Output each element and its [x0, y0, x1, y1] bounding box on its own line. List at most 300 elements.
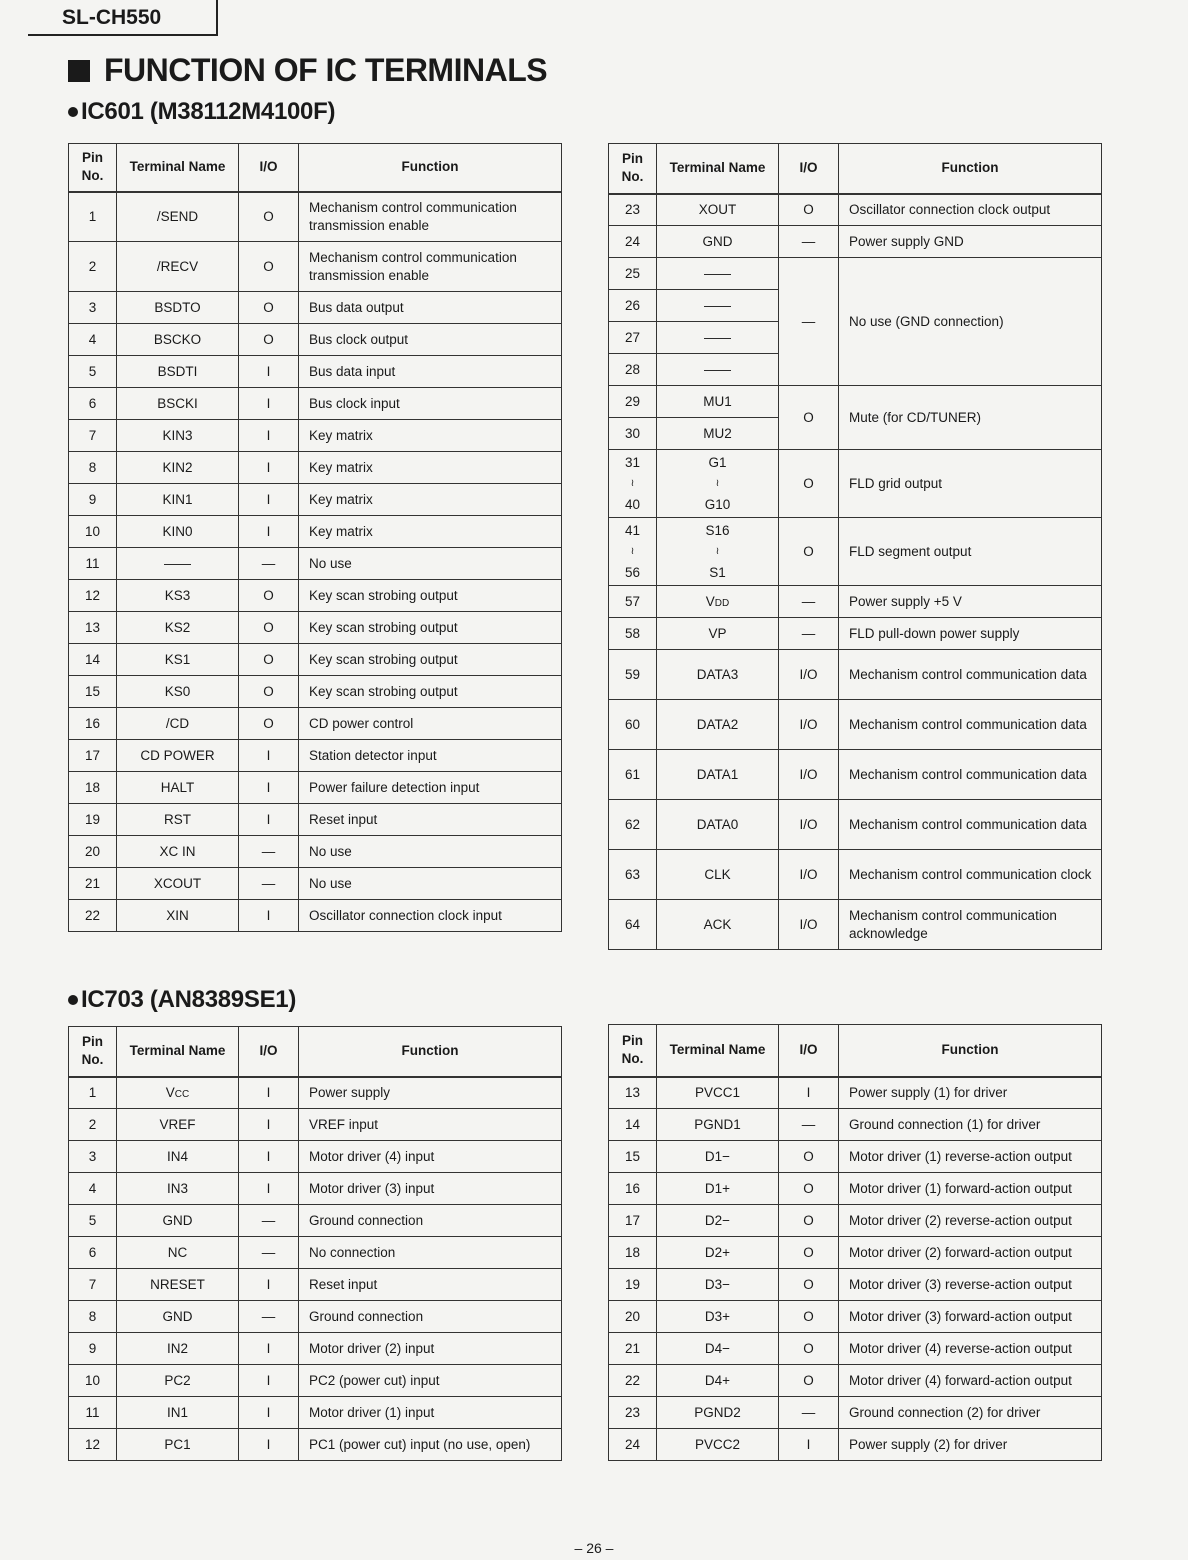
terminal-cell: ACK	[657, 900, 779, 950]
function-cell: Mechanism control communication transmission enable	[299, 192, 562, 242]
pin-range-cell	[609, 518, 657, 586]
header-function: Function	[839, 1025, 1102, 1077]
header-io: I/O	[239, 144, 299, 192]
function-cell: Key matrix	[299, 452, 562, 484]
terminal-cell: GND	[117, 1301, 239, 1333]
function-cell: Power supply	[299, 1077, 562, 1109]
table-row	[609, 226, 1102, 258]
table-row	[69, 644, 562, 676]
pin-cell: 63	[609, 850, 657, 900]
io-cell: —	[779, 226, 839, 258]
function-cell: Oscillator connection clock input	[299, 900, 562, 932]
io-cell: O	[239, 612, 299, 644]
table-row	[69, 868, 562, 900]
header-terminal: Terminal Name	[657, 1025, 779, 1077]
bullet-icon	[68, 995, 78, 1005]
pin-cell: 8	[69, 452, 117, 484]
io-cell: I	[239, 388, 299, 420]
function-cell: PC2 (power cut) input	[299, 1365, 562, 1397]
terminal-cell: D4−	[657, 1333, 779, 1365]
table-row	[69, 1397, 562, 1429]
table-row	[609, 1365, 1102, 1397]
table-row	[69, 192, 562, 242]
table-row	[69, 356, 562, 388]
function-cell: Mechanism control communication data	[839, 800, 1102, 850]
terminal-cell: IN4	[117, 1141, 239, 1173]
io-cell: I	[779, 1077, 839, 1109]
function-cell: No use	[299, 836, 562, 868]
function-cell: Mechanism control communication data	[839, 700, 1102, 750]
table-row	[69, 708, 562, 740]
function-cell: Key scan strobing output	[299, 612, 562, 644]
pin-cell: 21	[609, 1333, 657, 1365]
table-row	[609, 750, 1102, 800]
terminal-cell: /SEND	[117, 192, 239, 242]
terminal-cell: PVCC2	[657, 1429, 779, 1461]
pin-cell: 16	[609, 1173, 657, 1205]
function-cell: FLD pull-down power supply	[839, 618, 1102, 650]
pin-cell: 20	[609, 1301, 657, 1333]
header-pin: Pin No.	[609, 1025, 657, 1077]
table-row	[69, 484, 562, 516]
function-cell: Bus clock input	[299, 388, 562, 420]
io-cell: I	[239, 452, 299, 484]
terminal-cell: BSDTO	[117, 292, 239, 324]
pin-start: 41	[624, 522, 641, 538]
io-cell: O	[779, 1269, 839, 1301]
function-cell: Key scan strobing output	[299, 676, 562, 708]
pin-cell: 23	[609, 194, 657, 226]
terminal-cell: IN3	[117, 1173, 239, 1205]
terminal-cell: KS2	[117, 612, 239, 644]
terminal-cell: XC IN	[117, 836, 239, 868]
header-function: Function	[299, 144, 562, 192]
pin-cell: 15	[69, 676, 117, 708]
terminal-cell: PC1	[117, 1429, 239, 1461]
table-row	[609, 1077, 1102, 1109]
table-row	[69, 900, 562, 932]
pin-cell: 3	[69, 292, 117, 324]
io-cell: O	[779, 1237, 839, 1269]
pin-end: 40	[624, 496, 641, 512]
terminal-cell: KIN1	[117, 484, 239, 516]
terminal-cell: KS0	[117, 676, 239, 708]
io-cell: —	[779, 586, 839, 618]
io-cell: O	[779, 1205, 839, 1237]
terminal-cell: KIN0	[117, 516, 239, 548]
header-function: Function	[299, 1027, 562, 1077]
function-cell: Reset input	[299, 804, 562, 836]
io-cell: I	[239, 772, 299, 804]
table-row	[609, 518, 1102, 586]
pin-cell: 26	[609, 290, 657, 322]
table-row	[69, 1429, 562, 1461]
table-row	[69, 1109, 562, 1141]
io-cell: I	[239, 1429, 299, 1461]
table-row	[609, 1429, 1102, 1461]
io-cell: O	[239, 580, 299, 612]
function-cell: Key scan strobing output	[299, 644, 562, 676]
terminal-cell: GND	[117, 1205, 239, 1237]
terminal-cell: GND	[657, 226, 779, 258]
terminal-cell: XOUT	[657, 194, 779, 226]
io-cell: O	[239, 324, 299, 356]
table-row	[69, 1077, 562, 1109]
pin-cell: 5	[69, 1205, 117, 1237]
terminal-cell: CD POWER	[117, 740, 239, 772]
io-cell: I/O	[779, 800, 839, 850]
pin-cell: 15	[609, 1141, 657, 1173]
function-cell: Key scan strobing output	[299, 580, 562, 612]
pin-cell: 5	[69, 356, 117, 388]
header-io: I/O	[779, 144, 839, 194]
table-row	[609, 1269, 1102, 1301]
pin-end: 56	[624, 564, 641, 580]
bullet-icon	[68, 107, 78, 117]
table-row	[609, 1301, 1102, 1333]
function-cell: Mechanism control communication transmission enable	[299, 242, 562, 292]
io-cell: —	[779, 258, 839, 386]
header-io: I/O	[239, 1027, 299, 1077]
table-row	[69, 740, 562, 772]
function-cell: Reset input	[299, 1269, 562, 1301]
io-cell: I	[239, 1365, 299, 1397]
function-cell: Station detector input	[299, 740, 562, 772]
ic601-table-right	[608, 143, 1102, 950]
io-cell: O	[779, 1173, 839, 1205]
ic703-table-right	[608, 1024, 1102, 1461]
pin-cell: 9	[69, 1333, 117, 1365]
terminal-cell: PC2	[117, 1365, 239, 1397]
pin-cell: 2	[69, 1109, 117, 1141]
function-cell: No use (GND connection)	[839, 258, 1102, 386]
terminal-cell: D1+	[657, 1173, 779, 1205]
table-row	[69, 1269, 562, 1301]
pin-start: 31	[624, 454, 641, 470]
table-row	[609, 850, 1102, 900]
pin-cell: 17	[609, 1205, 657, 1237]
range-mark: ≀	[630, 477, 635, 489]
pin-cell: 62	[609, 800, 657, 850]
io-cell: I	[239, 484, 299, 516]
terminal-cell	[657, 586, 779, 618]
table-row	[69, 612, 562, 644]
pin-cell: 25	[609, 258, 657, 290]
function-cell: Bus data output	[299, 292, 562, 324]
function-cell: Motor driver (4) reverse-action output	[839, 1333, 1102, 1365]
table-row	[69, 420, 562, 452]
pin-cell: 24	[609, 226, 657, 258]
pin-cell: 14	[609, 1109, 657, 1141]
function-cell: Power supply (2) for driver	[839, 1429, 1102, 1461]
table-row	[69, 1141, 562, 1173]
terminal-cell: VP	[657, 618, 779, 650]
pin-cell: 4	[69, 1173, 117, 1205]
model-label: SL-CH550	[28, 0, 218, 36]
pin-cell: 12	[69, 1429, 117, 1461]
terminal-cell: DATA3	[657, 650, 779, 700]
page-title	[68, 52, 547, 89]
terminal-start: S16	[705, 522, 730, 538]
terminal-cell: PGND2	[657, 1397, 779, 1429]
pin-cell: 21	[69, 868, 117, 900]
io-cell: —	[779, 618, 839, 650]
terminal-range-cell	[657, 450, 779, 518]
function-cell: Motor driver (4) input	[299, 1141, 562, 1173]
pin-cell: 13	[609, 1077, 657, 1109]
header-pin: Pin No.	[609, 144, 657, 194]
function-cell: FLD segment output	[839, 518, 1102, 586]
terminal-cell: BSCKI	[117, 388, 239, 420]
header-function: Function	[839, 144, 1102, 194]
terminal-cell: /RECV	[117, 242, 239, 292]
terminal-start: G1	[708, 454, 727, 470]
function-cell: Key matrix	[299, 516, 562, 548]
io-cell: I	[239, 1269, 299, 1301]
function-cell: Power supply GND	[839, 226, 1102, 258]
function-cell: PC1 (power cut) input (no use, open)	[299, 1429, 562, 1461]
range-mark: ≀	[630, 545, 635, 557]
table-row	[69, 1237, 562, 1269]
terminal-cell: D3−	[657, 1269, 779, 1301]
page-number: – 26 –	[574, 1540, 614, 1556]
table-row	[609, 1173, 1102, 1205]
function-cell: Ground connection (2) for driver	[839, 1397, 1102, 1429]
terminal-cell: HALT	[117, 772, 239, 804]
io-cell: O	[779, 518, 839, 586]
io-cell: I	[239, 804, 299, 836]
range-mark: ≀	[715, 477, 720, 489]
terminal-cell: ——	[117, 548, 239, 580]
terminal-cell: KIN2	[117, 452, 239, 484]
pin-cell: 27	[609, 322, 657, 354]
pin-cell: 2	[69, 242, 117, 292]
io-cell: I	[239, 1141, 299, 1173]
header-terminal: Terminal Name	[117, 144, 239, 192]
header-pin: Pin No.	[69, 1027, 117, 1077]
function-cell: Bus data input	[299, 356, 562, 388]
page-title-text: FUNCTION OF IC TERMINALS	[104, 52, 548, 88]
pin-cell: 11	[69, 1397, 117, 1429]
io-cell: O	[239, 708, 299, 740]
function-cell: Motor driver (3) input	[299, 1173, 562, 1205]
io-cell: —	[779, 1397, 839, 1429]
io-cell: I	[239, 356, 299, 388]
io-cell: O	[779, 194, 839, 226]
function-cell: Motor driver (3) forward-action output	[839, 1301, 1102, 1333]
io-cell: I	[239, 1333, 299, 1365]
pin-cell: 1	[69, 192, 117, 242]
pin-cell: 64	[609, 900, 657, 950]
header-terminal: Terminal Name	[117, 1027, 239, 1077]
function-cell: Key matrix	[299, 420, 562, 452]
terminal-cell: KS3	[117, 580, 239, 612]
table-row	[609, 586, 1102, 618]
io-cell: O	[239, 644, 299, 676]
terminal-cell: DATA0	[657, 800, 779, 850]
table-row	[69, 804, 562, 836]
terminal-cell: IN2	[117, 1333, 239, 1365]
io-cell: I	[239, 900, 299, 932]
pin-cell: 24	[609, 1429, 657, 1461]
pin-cell: 6	[69, 388, 117, 420]
pin-cell: 29	[609, 386, 657, 418]
io-cell: —	[239, 1205, 299, 1237]
io-cell: —	[239, 836, 299, 868]
terminal-end: S1	[709, 564, 726, 580]
terminal-main: V	[165, 1085, 175, 1101]
pin-cell: 59	[609, 650, 657, 700]
pin-cell: 57	[609, 586, 657, 618]
function-cell: Motor driver (4) forward-action output	[839, 1365, 1102, 1397]
pin-cell: 19	[609, 1269, 657, 1301]
terminal-cell: NRESET	[117, 1269, 239, 1301]
terminal-cell: D1−	[657, 1141, 779, 1173]
function-cell: Mechanism control communication data	[839, 750, 1102, 800]
io-cell: I/O	[779, 650, 839, 700]
io-cell: —	[239, 548, 299, 580]
terminal-cell: XCOUT	[117, 868, 239, 900]
io-cell: O	[239, 192, 299, 242]
io-cell: I	[239, 1109, 299, 1141]
table-row	[69, 242, 562, 292]
table-row	[69, 1365, 562, 1397]
table-row	[69, 1205, 562, 1237]
function-cell: No connection	[299, 1237, 562, 1269]
table-row	[69, 1173, 562, 1205]
table-row	[69, 452, 562, 484]
function-cell: Ground connection	[299, 1205, 562, 1237]
io-cell: O	[779, 386, 839, 450]
function-cell: No use	[299, 548, 562, 580]
table-row	[609, 386, 1102, 418]
io-cell: O	[779, 1365, 839, 1397]
io-cell: I/O	[779, 700, 839, 750]
ic703-heading-text: IC703 (AN8389SE1)	[81, 986, 297, 1013]
io-cell: —	[239, 1301, 299, 1333]
function-cell: Key matrix	[299, 484, 562, 516]
pin-cell: 1	[69, 1077, 117, 1109]
function-cell: Oscillator connection clock output	[839, 194, 1102, 226]
ic703-heading	[68, 986, 296, 1014]
table-row	[609, 800, 1102, 850]
io-cell: I/O	[779, 850, 839, 900]
io-cell: —	[239, 868, 299, 900]
terminal-range-cell	[657, 518, 779, 586]
table-row	[69, 388, 562, 420]
pin-cell: 11	[69, 548, 117, 580]
table-row	[69, 676, 562, 708]
table-row	[609, 1397, 1102, 1429]
function-cell: Mechanism control communication data	[839, 650, 1102, 700]
terminal-cell: MU1	[657, 386, 779, 418]
function-cell: Power supply (1) for driver	[839, 1077, 1102, 1109]
header-terminal: Terminal Name	[657, 144, 779, 194]
function-cell: Power supply +5 V	[839, 586, 1102, 618]
terminal-cell: ——	[657, 322, 779, 354]
pin-cell: 13	[69, 612, 117, 644]
pin-cell: 18	[69, 772, 117, 804]
terminal-cell: PVCC1	[657, 1077, 779, 1109]
io-cell: I	[779, 1429, 839, 1461]
ic601-heading-text: IC601 (M38112M4100F)	[81, 98, 336, 125]
function-cell: Ground connection (1) for driver	[839, 1109, 1102, 1141]
io-cell: O	[239, 242, 299, 292]
terminal-end: G10	[704, 496, 731, 512]
io-cell: O	[779, 1333, 839, 1365]
function-cell: Mechanism control communication acknowledge	[839, 900, 1102, 950]
pin-cell: 3	[69, 1141, 117, 1173]
pin-cell: 9	[69, 484, 117, 516]
pin-cell: 20	[69, 836, 117, 868]
table-row	[609, 1333, 1102, 1365]
terminal-cell: RST	[117, 804, 239, 836]
io-cell: I/O	[779, 900, 839, 950]
function-cell: Motor driver (1) input	[299, 1397, 562, 1429]
terminal-cell: D4+	[657, 1365, 779, 1397]
function-cell: Bus clock output	[299, 324, 562, 356]
terminal-cell: DATA2	[657, 700, 779, 750]
io-cell: I	[239, 420, 299, 452]
table-row	[609, 194, 1102, 226]
function-cell: Motor driver (2) input	[299, 1333, 562, 1365]
table-row	[609, 258, 1102, 290]
table-row	[609, 1141, 1102, 1173]
pin-cell: 8	[69, 1301, 117, 1333]
terminal-cell: KS1	[117, 644, 239, 676]
table-row	[69, 1333, 562, 1365]
pin-cell: 12	[69, 580, 117, 612]
terminal-cell: BSDTI	[117, 356, 239, 388]
pin-cell: 28	[609, 354, 657, 386]
pin-cell: 6	[69, 1237, 117, 1269]
pin-cell: 14	[69, 644, 117, 676]
range-mark: ≀	[715, 545, 720, 557]
table-row	[69, 580, 562, 612]
table-row	[609, 1237, 1102, 1269]
pin-cell: 18	[609, 1237, 657, 1269]
function-cell: Motor driver (3) reverse-action output	[839, 1269, 1102, 1301]
terminal-cell: KIN3	[117, 420, 239, 452]
table-row	[69, 516, 562, 548]
function-cell: VREF input	[299, 1109, 562, 1141]
io-cell: O	[779, 1141, 839, 1173]
table-row	[609, 650, 1102, 700]
terminal-cell: BSCKO	[117, 324, 239, 356]
terminal-cell: D2+	[657, 1237, 779, 1269]
table-row	[609, 618, 1102, 650]
table-row	[609, 900, 1102, 950]
io-cell: —	[779, 1109, 839, 1141]
terminal-cell: D2−	[657, 1205, 779, 1237]
pin-cell: 7	[69, 1269, 117, 1301]
pin-cell: 30	[609, 418, 657, 450]
ic703-table-left	[68, 1026, 562, 1461]
function-cell: Mute (for CD/TUNER)	[839, 386, 1102, 450]
io-cell: I/O	[779, 750, 839, 800]
pin-cell: 61	[609, 750, 657, 800]
terminal-cell: ——	[657, 290, 779, 322]
table-row	[69, 324, 562, 356]
terminal-sub: CC	[174, 1089, 190, 1101]
function-cell: CD power control	[299, 708, 562, 740]
terminal-cell: D3+	[657, 1301, 779, 1333]
function-cell: FLD grid output	[839, 450, 1102, 518]
function-cell: No use	[299, 868, 562, 900]
ic601-heading	[68, 98, 335, 126]
io-cell: I	[239, 1397, 299, 1429]
table-row	[609, 700, 1102, 750]
